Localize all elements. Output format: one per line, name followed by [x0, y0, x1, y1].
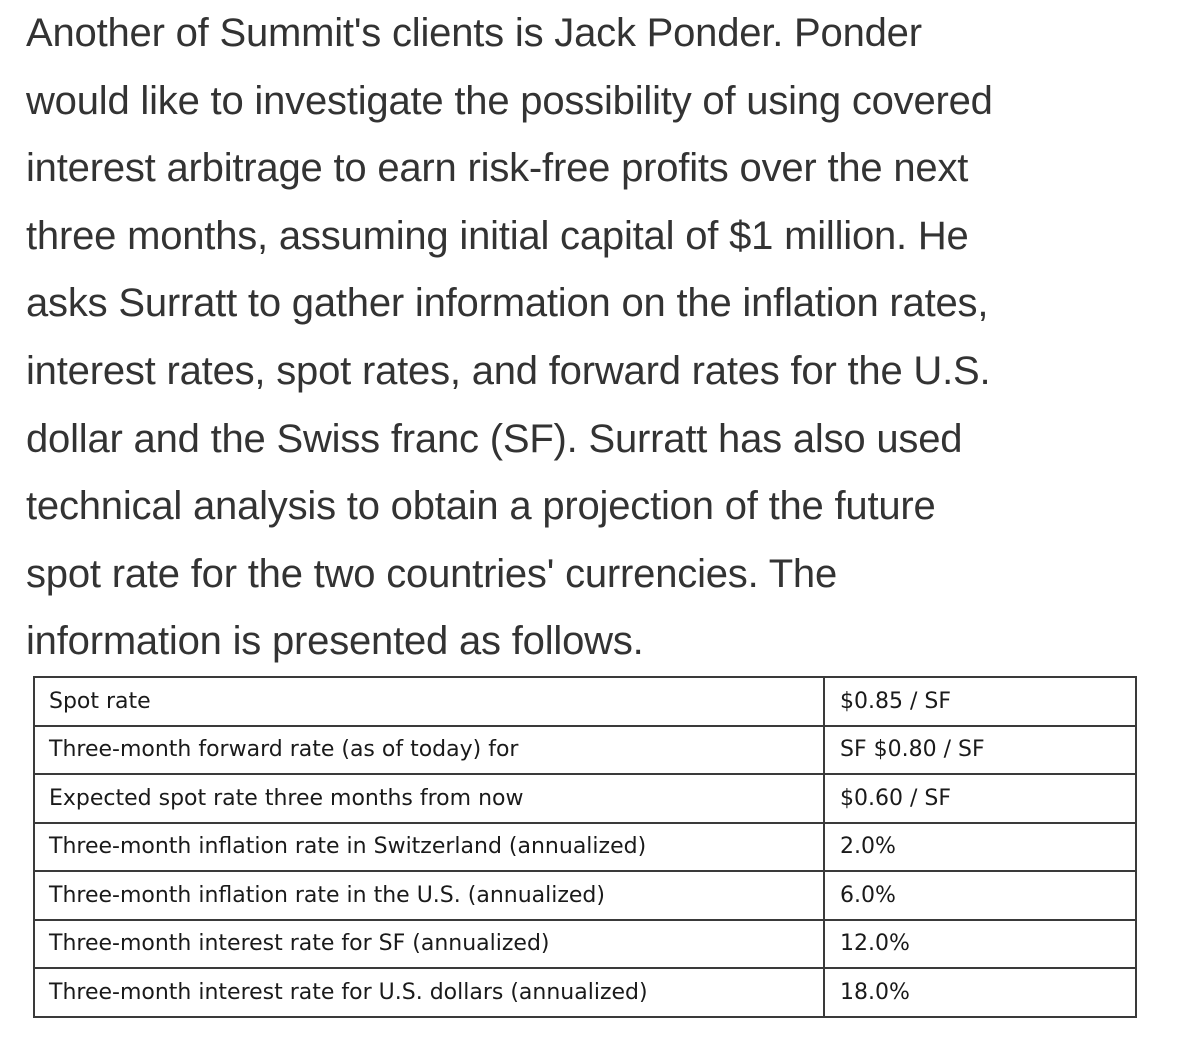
- row-value: $0.60 / SF: [824, 774, 1136, 823]
- row-value: 18.0%: [824, 968, 1136, 1017]
- row-value: SF $0.80 / SF: [824, 726, 1136, 775]
- row-label: Three-month inflation rate in the U.S. (annualized): [34, 871, 824, 920]
- paragraph-line: would like to investigate the possibility of using covered: [26, 78, 993, 123]
- row-label: Three-month forward rate (as of today) for: [34, 726, 824, 775]
- row-value: $0.85 / SF: [824, 677, 1136, 726]
- row-label: Expected spot rate three months from now: [34, 774, 824, 823]
- row-label: Three-month inflation rate in Switzerland (annualized): [34, 823, 824, 872]
- rates-table-body: [34, 677, 1136, 1017]
- paragraph-line: dollar and the Swiss franc (SF). Surratt has also used: [26, 416, 963, 461]
- paragraph-line: information is presented as follows.: [26, 619, 644, 664]
- table-row: [34, 823, 1136, 872]
- table-row: [34, 774, 1136, 823]
- table-row: [34, 920, 1136, 969]
- paragraph-line: Another of Summit's clients is Jack Ponder. Ponder: [26, 11, 922, 55]
- row-value: 12.0%: [824, 920, 1136, 969]
- table-row: [34, 677, 1136, 726]
- paragraph-line: interest arbitrage to earn risk-free profits over the next: [26, 146, 969, 191]
- row-value: 2.0%: [824, 823, 1136, 872]
- intro-paragraph: [26, 0, 1186, 676]
- paragraph-line: asks Surratt to gather information on the inflation rates,: [26, 281, 989, 326]
- paragraph-line: spot rate for the two countries' currencies. The: [26, 551, 838, 596]
- row-label: Three-month interest rate for U.S. dollars (annualized): [34, 968, 824, 1017]
- table-row: [34, 726, 1136, 775]
- row-value: 6.0%: [824, 871, 1136, 920]
- paragraph-line: interest rates, spot rates, and forward rates for the U.S.: [26, 348, 991, 393]
- rates-table: [33, 676, 1137, 1018]
- row-label: Spot rate: [34, 677, 824, 726]
- table-row: [34, 871, 1136, 920]
- row-label: Three-month interest rate for SF (annualized): [34, 920, 824, 969]
- paragraph-line: three months, assuming initial capital of $1 million. He: [26, 213, 969, 258]
- paragraph-line: technical analysis to obtain a projection of the future: [26, 484, 936, 529]
- table-row: [34, 968, 1136, 1017]
